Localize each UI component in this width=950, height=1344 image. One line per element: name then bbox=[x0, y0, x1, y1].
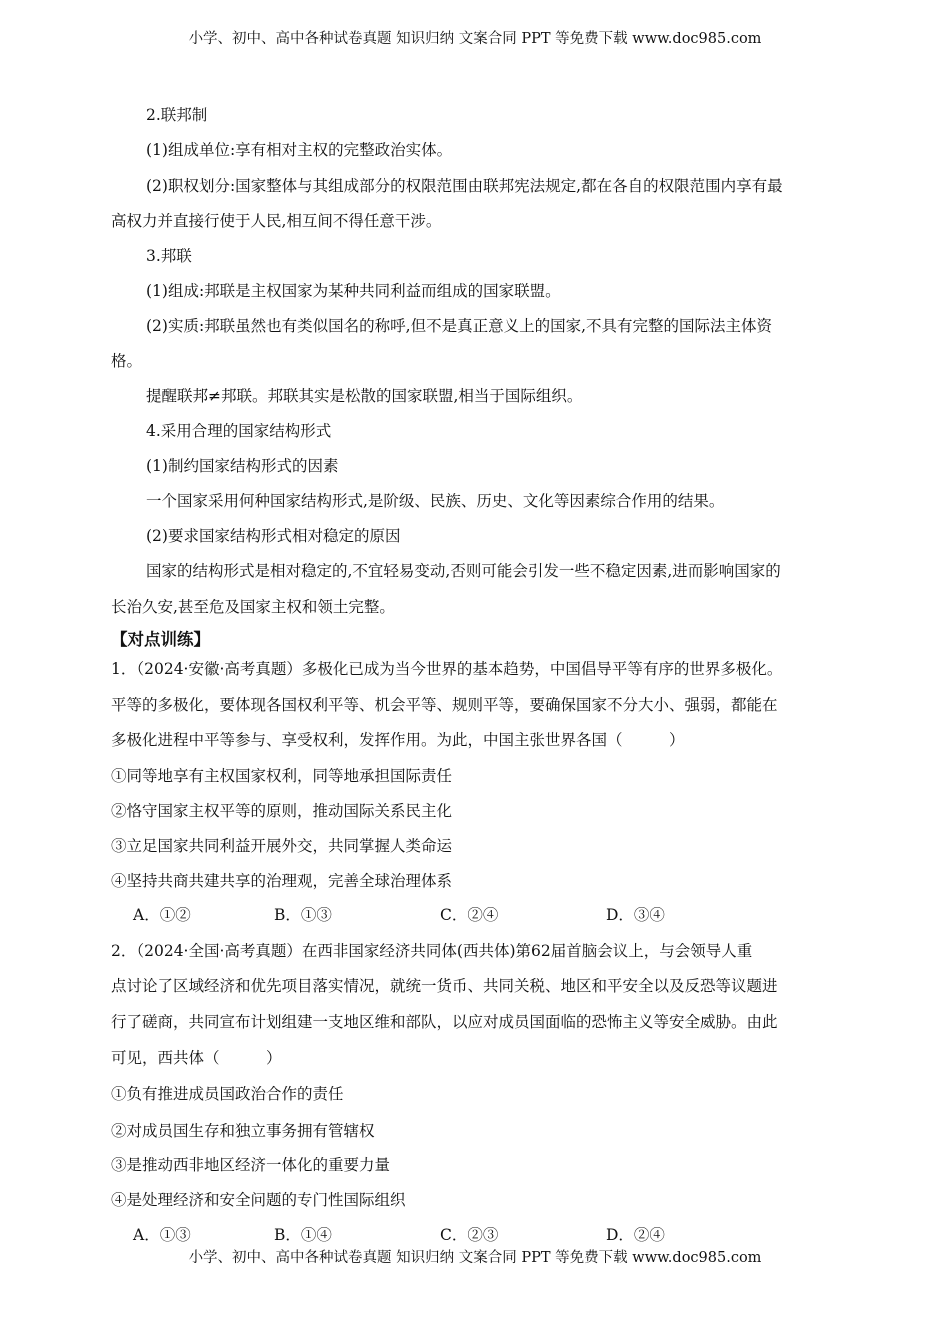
paragraph: 长治久安,甚至危及国家主权和领土完整。 bbox=[111, 598, 395, 616]
paragraph: (2)要求国家结构形式相对稳定的原因 bbox=[146, 527, 401, 545]
paragraph: 一个国家采用何种国家结构形式,是阶级、民族、历史、文化等因素综合作用的结果。 bbox=[146, 492, 725, 510]
question-2-stem: 点讨论了区域经济和优先项目落实情况，就统一货币、共同关税、地区和平安全以及反恐等议题进 bbox=[111, 977, 778, 995]
section-title-structure: 4.采用合理的国家结构形式 bbox=[146, 422, 332, 440]
question-2-statement: ③是推动西非地区经济一体化的重要力量 bbox=[111, 1156, 391, 1174]
question-2-statement: ②对成员国生存和独立事务拥有管辖权 bbox=[111, 1122, 375, 1140]
question-2-statement: ①负有推进成员国政治合作的责任 bbox=[111, 1085, 344, 1103]
question-1-option-b: B．①③ bbox=[274, 906, 332, 924]
question-2-stem: 2．（2024·全国·高考真题）在西非国家经济共同体(西共体)第62届首脑会议上，与会领导人重 bbox=[111, 942, 753, 960]
paragraph: (1)制约国家结构形式的因素 bbox=[146, 457, 339, 475]
question-1-option-c: C．②④ bbox=[440, 906, 499, 924]
question-2-statement: ④是处理经济和安全问题的专门性国际组织 bbox=[111, 1191, 406, 1209]
question-1-statement: ①同等地享有主权国家权利，同等地承担国际责任 bbox=[111, 767, 453, 785]
reminder-note: 提醒联邦≠邦联。邦联其实是松散的国家联盟,相当于国际组织。 bbox=[146, 387, 583, 405]
question-2-stem: 行了磋商，共同宣布计划组建一支地区维和部队，以应对成员国面临的恐怖主义等安全威胁。由此 bbox=[111, 1013, 778, 1031]
paragraph: (1)组成:邦联是主权国家为某种共同利益而组成的国家联盟。 bbox=[146, 282, 561, 300]
question-2-option-a: A．①③ bbox=[133, 1226, 191, 1244]
section-title-confederation: 3.邦联 bbox=[146, 247, 192, 265]
question-1-stem: 平等的多极化，要体现各国权利平等、机会平等、规则平等，要确保国家不分大小、强弱，都能在 bbox=[111, 696, 778, 714]
paragraph: 国家的结构形式是相对稳定的,不宜轻易变动,否则可能会引发一些不稳定因素,进而影响国家的 bbox=[146, 562, 781, 580]
paragraph: (2)职权划分:国家整体与其组成部分的权限范围由联邦宪法规定,都在各自的权限范围内享有最 bbox=[146, 177, 783, 195]
paragraph: 格。 bbox=[111, 352, 143, 370]
paragraph: 高权力并直接行使于人民,相互间不得任意干涉。 bbox=[111, 212, 442, 230]
question-2-stem: 可见，西共体（ ） bbox=[111, 1049, 282, 1067]
question-1-stem: 1．（2024·安徽·高考真题）多极化已成为当今世界的基本趋势，中国倡导平等有序的世界多极化。 bbox=[111, 660, 783, 678]
question-2-option-b: B．①④ bbox=[274, 1226, 332, 1244]
question-1-option-d: D．③④ bbox=[606, 906, 665, 924]
question-1-statement: ③立足国家共同利益开展外交，共同掌握人类命运 bbox=[111, 837, 453, 855]
question-1-stem: 多极化进程中平等参与、享受权利，发挥作用。为此，中国主张世界各国（ ） bbox=[111, 731, 685, 749]
page-header: 小学、初中、高中各种试卷真题 知识归纳 文案合同 PPT 等免费下载 www.doc985.com bbox=[188, 31, 762, 47]
question-2-option-c: C．②③ bbox=[440, 1226, 499, 1244]
paragraph: (1)组成单位:享有相对主权的完整政治实体。 bbox=[146, 141, 453, 159]
question-1-option-a: A．①② bbox=[133, 906, 191, 924]
question-1-statement: ④坚持共商共建共享的治理观，完善全球治理体系 bbox=[111, 872, 453, 890]
question-1-statement: ②恪守国家主权平等的原则，推动国际关系民主化 bbox=[111, 802, 453, 820]
section-title-federation: 2.联邦制 bbox=[146, 106, 208, 124]
page-footer: 小学、初中、高中各种试卷真题 知识归纳 文案合同 PPT 等免费下载 www.doc985.com bbox=[188, 1250, 762, 1266]
question-2-option-d: D．②④ bbox=[606, 1226, 665, 1244]
paragraph: (2)实质:邦联虽然也有类似国名的称呼,但不是真正意义上的国家,不具有完整的国际法主体资 bbox=[146, 317, 773, 335]
training-heading: 【对点训练】 bbox=[111, 630, 210, 649]
